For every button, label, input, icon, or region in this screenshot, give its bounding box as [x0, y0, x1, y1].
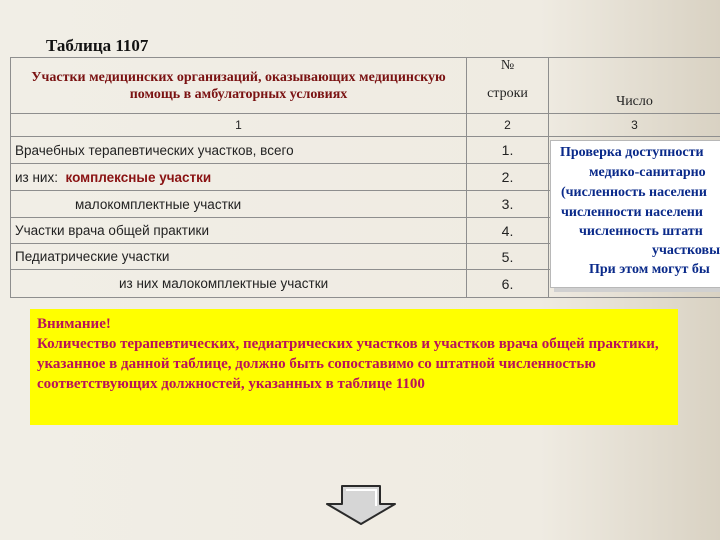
row-number: 2. — [467, 164, 549, 191]
number-label: строки — [487, 86, 528, 101]
row-number: 4. — [467, 218, 549, 244]
column-header-name: Участки медицинских организаций, оказывающих медицинскую помощь в амбулаторных условиях — [11, 58, 467, 114]
validation-tooltip — [550, 140, 720, 288]
number-symbol: № — [500, 58, 515, 73]
row-label: Педиатрические участки — [11, 244, 467, 270]
row-label: Участки врача общей практики — [11, 218, 467, 244]
column-number-3: 3 — [549, 114, 720, 137]
warning-text: Количество терапевтических, педиатрических участков и участков врача общей практики, указанное в данной таблице, должно быть сопоставимо со штатной численностью соответствующих должностей, указанных в таблице 1100 — [37, 336, 659, 392]
tooltip-line: участковы — [652, 243, 720, 258]
row-number: 6. — [467, 270, 549, 298]
row-prefix: из них: — [15, 169, 66, 185]
row-label: из них малокомплектные участки — [11, 270, 467, 298]
row-label: малокомплектные участки — [11, 191, 467, 218]
column-header-number — [467, 58, 549, 114]
column-numbers-row — [11, 114, 720, 137]
tooltip-line: Проверка доступности — [560, 145, 704, 160]
tooltip-line: медико-санитарно — [589, 165, 706, 180]
column-header-count: Число — [549, 58, 720, 114]
tooltip-line: численность штатн — [579, 224, 703, 239]
row-number: 5. — [467, 244, 549, 270]
tooltip-line: (численность населени — [561, 185, 707, 200]
row-label-highlighted: комплексные участки — [65, 169, 212, 185]
tooltip-line: При этом могут бы — [589, 262, 710, 277]
header-row — [11, 58, 720, 114]
warning-box — [30, 309, 678, 425]
row-number: 3. — [467, 191, 549, 218]
row-label: Врачебных терапевтических участков, всего — [11, 137, 467, 164]
table-title: Таблица 1107 — [46, 36, 149, 55]
warning-heading: Внимание! — [37, 316, 111, 332]
row-label — [11, 164, 467, 191]
column-number-1: 1 — [11, 114, 467, 137]
down-arrow-icon[interactable] — [320, 484, 402, 540]
tooltip-line: численности населени — [561, 205, 703, 220]
row-number: 1. — [467, 137, 549, 164]
column-number-2: 2 — [467, 114, 549, 137]
